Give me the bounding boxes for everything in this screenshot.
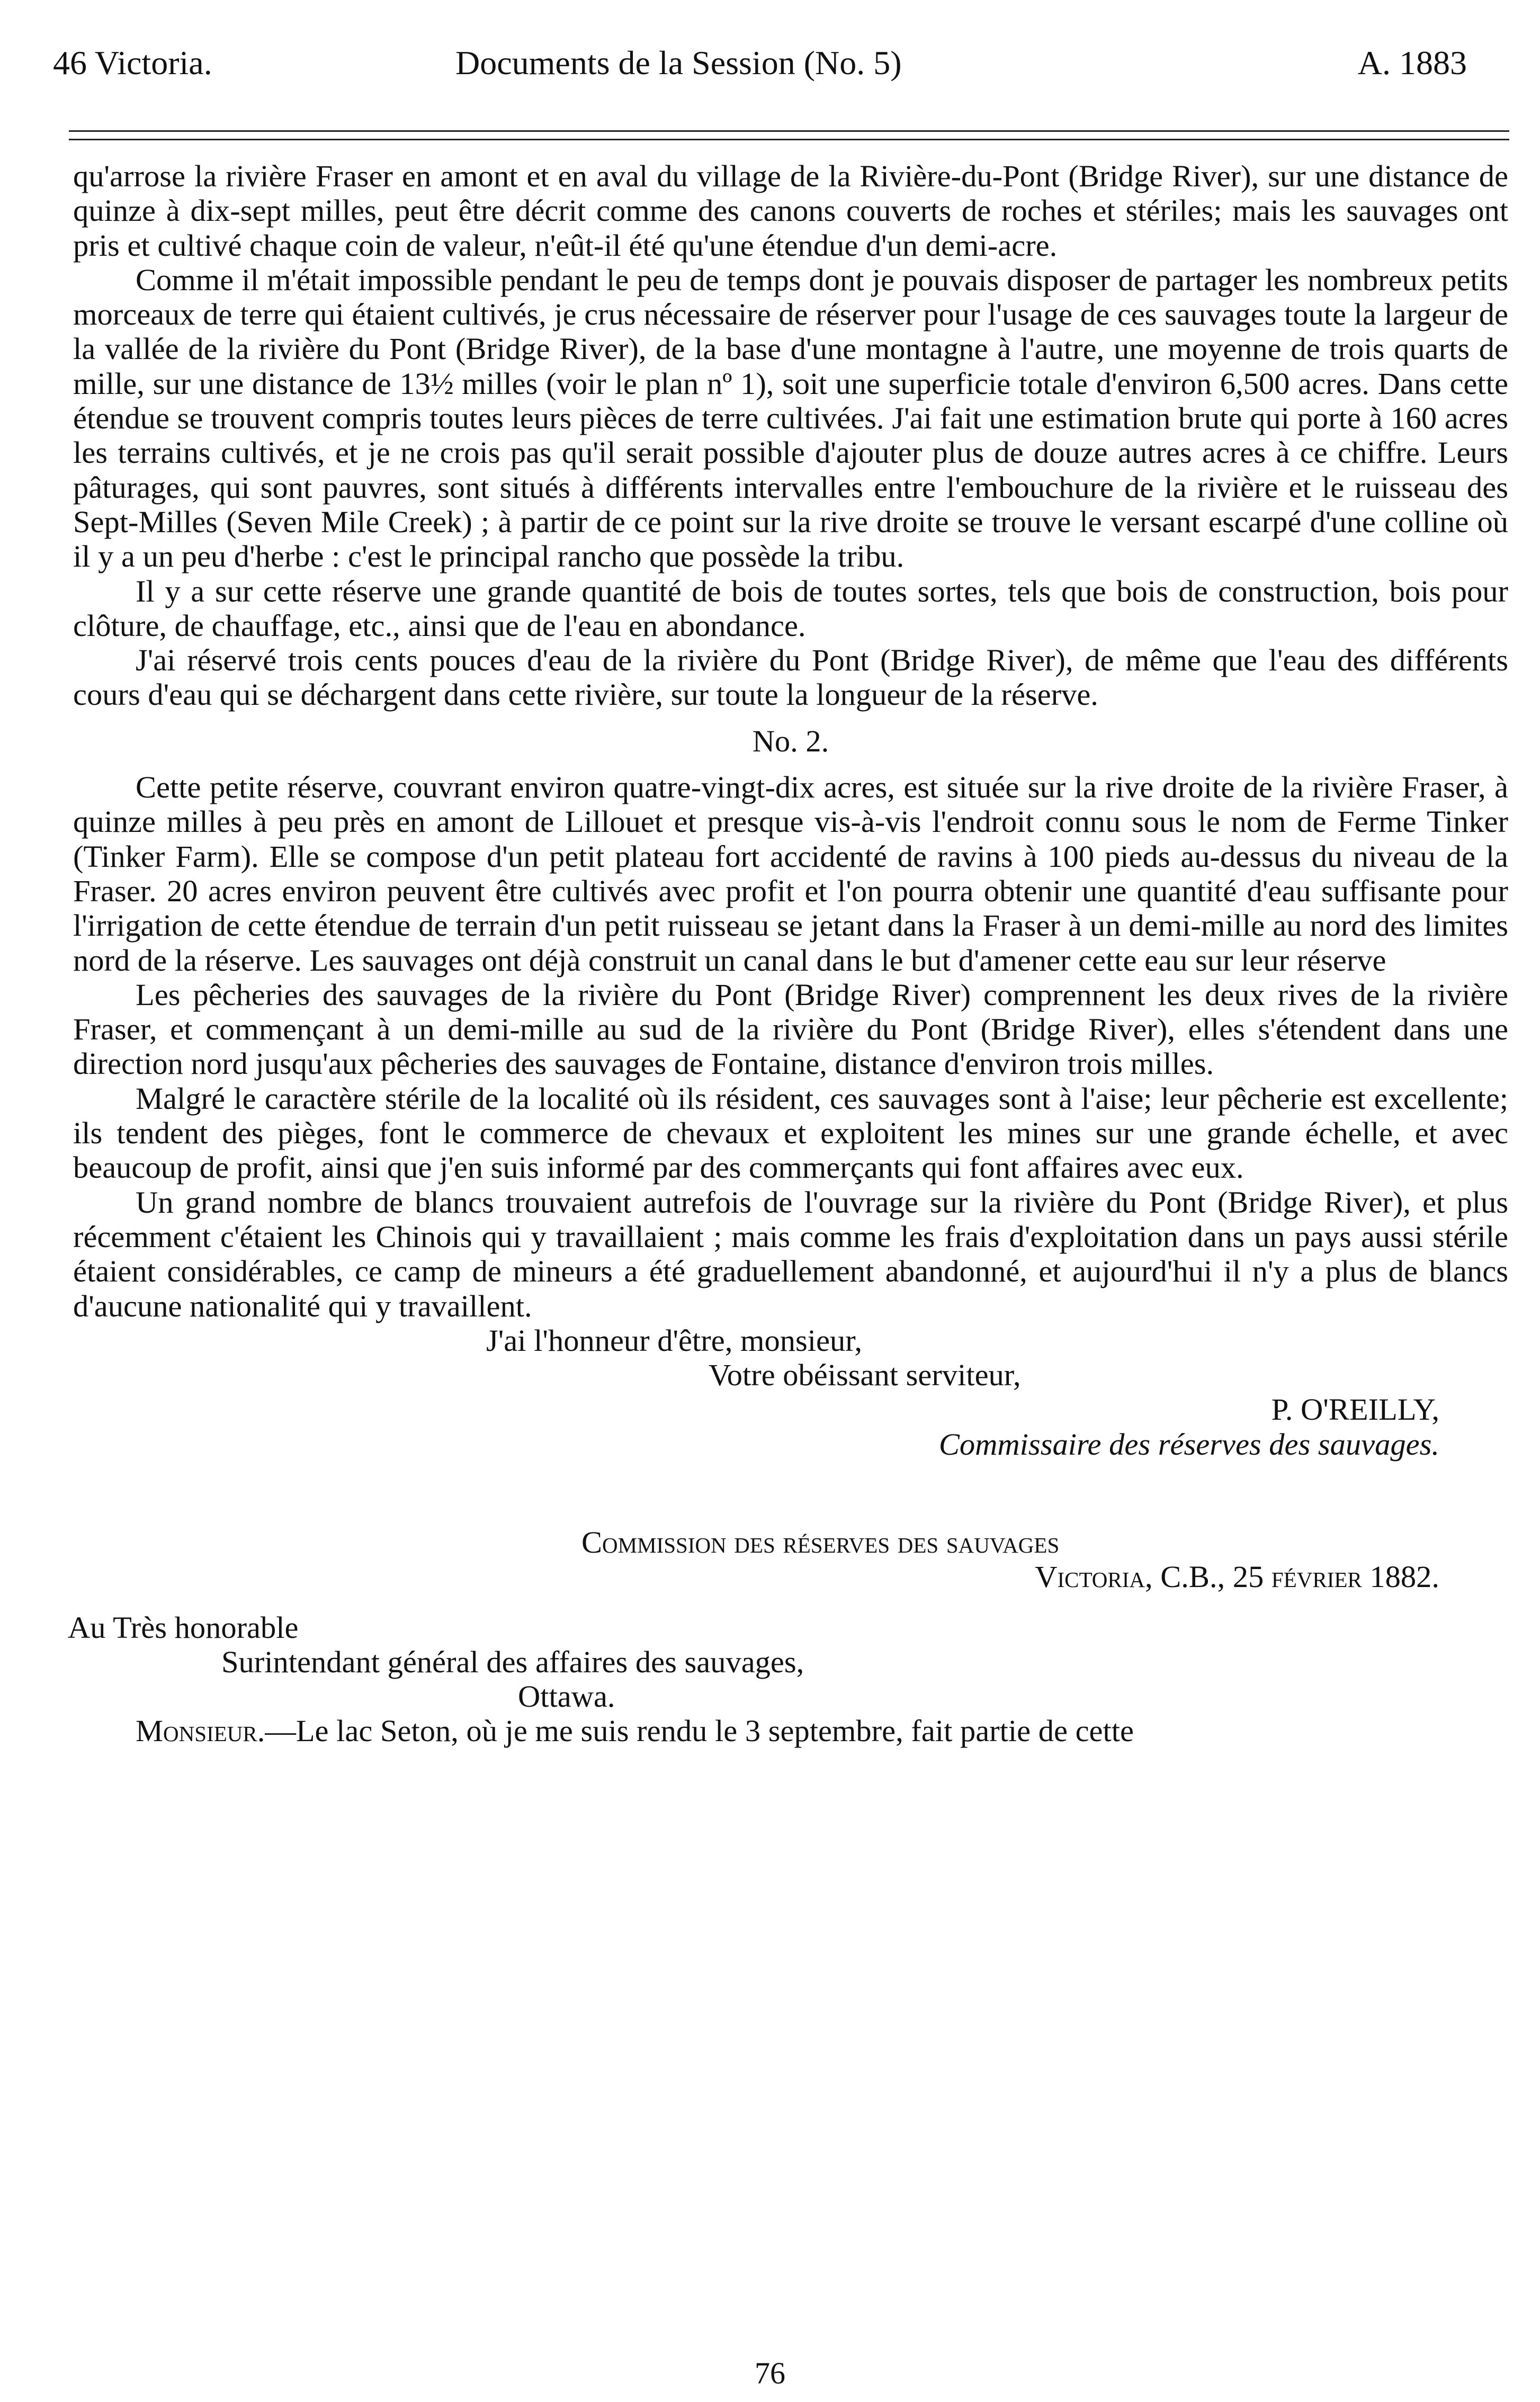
header-rule-bottom — [69, 139, 1509, 140]
header-center: Documents de la Session (No. 5) — [455, 44, 902, 82]
signatory-name: P. O'REILLY, — [1271, 1392, 1439, 1427]
page-number: 76 — [755, 2356, 785, 2390]
addressee-line-2: Surintendant général des affaires des sauvages, — [221, 1644, 804, 1679]
closing-servant: Votre obéissant serviteur, — [709, 1358, 1021, 1393]
header-right: A. 1883 — [1357, 44, 1467, 82]
header-rule-top — [69, 130, 1509, 132]
paragraph-1: qu'arrose la rivière Fraser en amont et en aval du village de la Rivière-du-Pont (Bridge River), sur une distance de quinze à dix-sept milles, peut être décrit comme des canons couverts de roches et stériles; mais les sauvages ont pris et cultivé chaque coin de valeur, n'eût-il été qu'une étendue d'un demi-acre. — [73, 159, 1508, 263]
running-header — [53, 43, 1499, 91]
paragraph-8: Un grand nombre de blancs trouvaient autrefois de l'ouvrage sur la rivière du Pont (Bridge River), et plus récemment c'étaient les Chinois qui y travaillaient ; mais comme les frais d'exploitation dans un pays aussi stérile étaient considérables, ce camp de mineurs a été graduellement abandonné, et aujourd'hui il n'y a plus de blancs d'aucune nationalité qui y travaillent. — [73, 1185, 1508, 1323]
page-body — [68, 159, 1508, 1749]
dateline: Victoria, C.B., 25 février 1882. — [1035, 1559, 1439, 1594]
salutation: Monsieur. — [136, 1714, 265, 1749]
paragraph-3: Il y a sur cette réserve une grande quantité de bois de toutes sortes, tels que bois de construction, bois pour clôture, de chauffage, etc., ainsi que de l'eau en abondance. — [73, 573, 1508, 643]
commission-heading: Commission des réserves des sauvages — [581, 1525, 1060, 1559]
addressee-line-1: Au Très honorable — [68, 1610, 299, 1645]
signatory-title: Commissaire des réserves des sauvages. — [938, 1427, 1439, 1462]
paragraph-4: J'ai réservé trois cents pouces d'eau de la rivière du Pont (Bridge River), de même que l'eau des différents cours d'eau qui se déchargent dans cette rivière, sur toute la longueur de la réserve. — [73, 643, 1508, 712]
header-left: 46 Victoria. — [53, 44, 212, 82]
paragraph-6: Les pêcheries des sauvages de la rivière du Pont (Bridge River) comprennent les deux rives de la rivière Fraser, et commençant à un demi-mille au sud de la rivière du Pont (Bridge River), elles s'étendent dans une direction nord jusqu'aux pêcheries des sauvages de Fontaine, distance d'environ trois milles. — [73, 977, 1508, 1081]
letter-opening — [73, 1714, 1508, 1748]
opening-text: —Le lac Seton, où je me suis rendu le 3 septembre, fait partie de cette — [265, 1714, 1134, 1749]
section-heading: No. 2. — [752, 723, 829, 758]
paragraph-7: Malgré le caractère stérile de la localité où ils résident, ces sauvages sont à l'aise; leur pêcherie est excellente; ils tendent des pièges, font le commerce de chevaux et exploitent les mines sur une grande échelle, et avec beaucoup de profit, ainsi que j'en suis informé par des commerçants qui font affaires avec eux. — [73, 1081, 1508, 1185]
paragraph-5: Cette petite réserve, couvrant environ quatre-vingt-dix acres, est située sur la rive droite de la rivière Fraser, à quinze milles à peu près en amont de Lillouet et presque vis-à-vis l'endroit connu sous le nom de Ferme Tinker (Tinker Farm). Elle se compose d'un petit plateau fort accidenté de ravins à 100 pieds au-dessus du niveau de la Fraser. 20 acres environ peuvent être cultivés avec profit et l'on pourra obtenir une quantité d'eau suffisante pour l'irrigation de cette étendue de terrain d'un petit ruisseau se jetant dans la Fraser à un demi-mille au nord des limites nord de la réserve. Les sauvages ont déjà construit un canal dans le but d'amener cette eau sur leur réserve — [73, 770, 1508, 978]
paragraph-2: Comme il m'était impossible pendant le peu de temps dont je pouvais disposer de partager les nombreux petits morceaux de terre qui étaient cultivés, je crus nécessaire de réserver pour l'usage de ces sauvages toute la largeur de la vallée de la rivière du Pont (Bridge River), de la base d'une montagne à l'autre, une moyenne de trois quarts de mille, sur une distance de 13½ milles (voir le plan nº 1), soit une superficie totale d'environ 6,500 acres. Dans cette étendue se trouvent compris toutes leurs pièces de terre cultivées. J'ai fait une estimation brute qui porte à 160 acres les terrains cultivés, et je ne crois pas qu'il serait possible d'ajouter plus de douze autres acres à ce chiffre. Leurs pâturages, qui sont pauvres, sont situés à différents intervalles entre l'embouchure de la rivière et le ruisseau des Sept-Milles (Seven Mile Creek) ; à partir de ce point sur la rive droite se trouve le versant escarpé d'une colline où il y a un peu d'herbe : c'est le principal rancho que possède la tribu. — [73, 262, 1508, 574]
closing-line: J'ai l'honneur d'être, monsieur, — [486, 1323, 862, 1358]
addressee-line-3: Ottawa. — [518, 1679, 615, 1714]
